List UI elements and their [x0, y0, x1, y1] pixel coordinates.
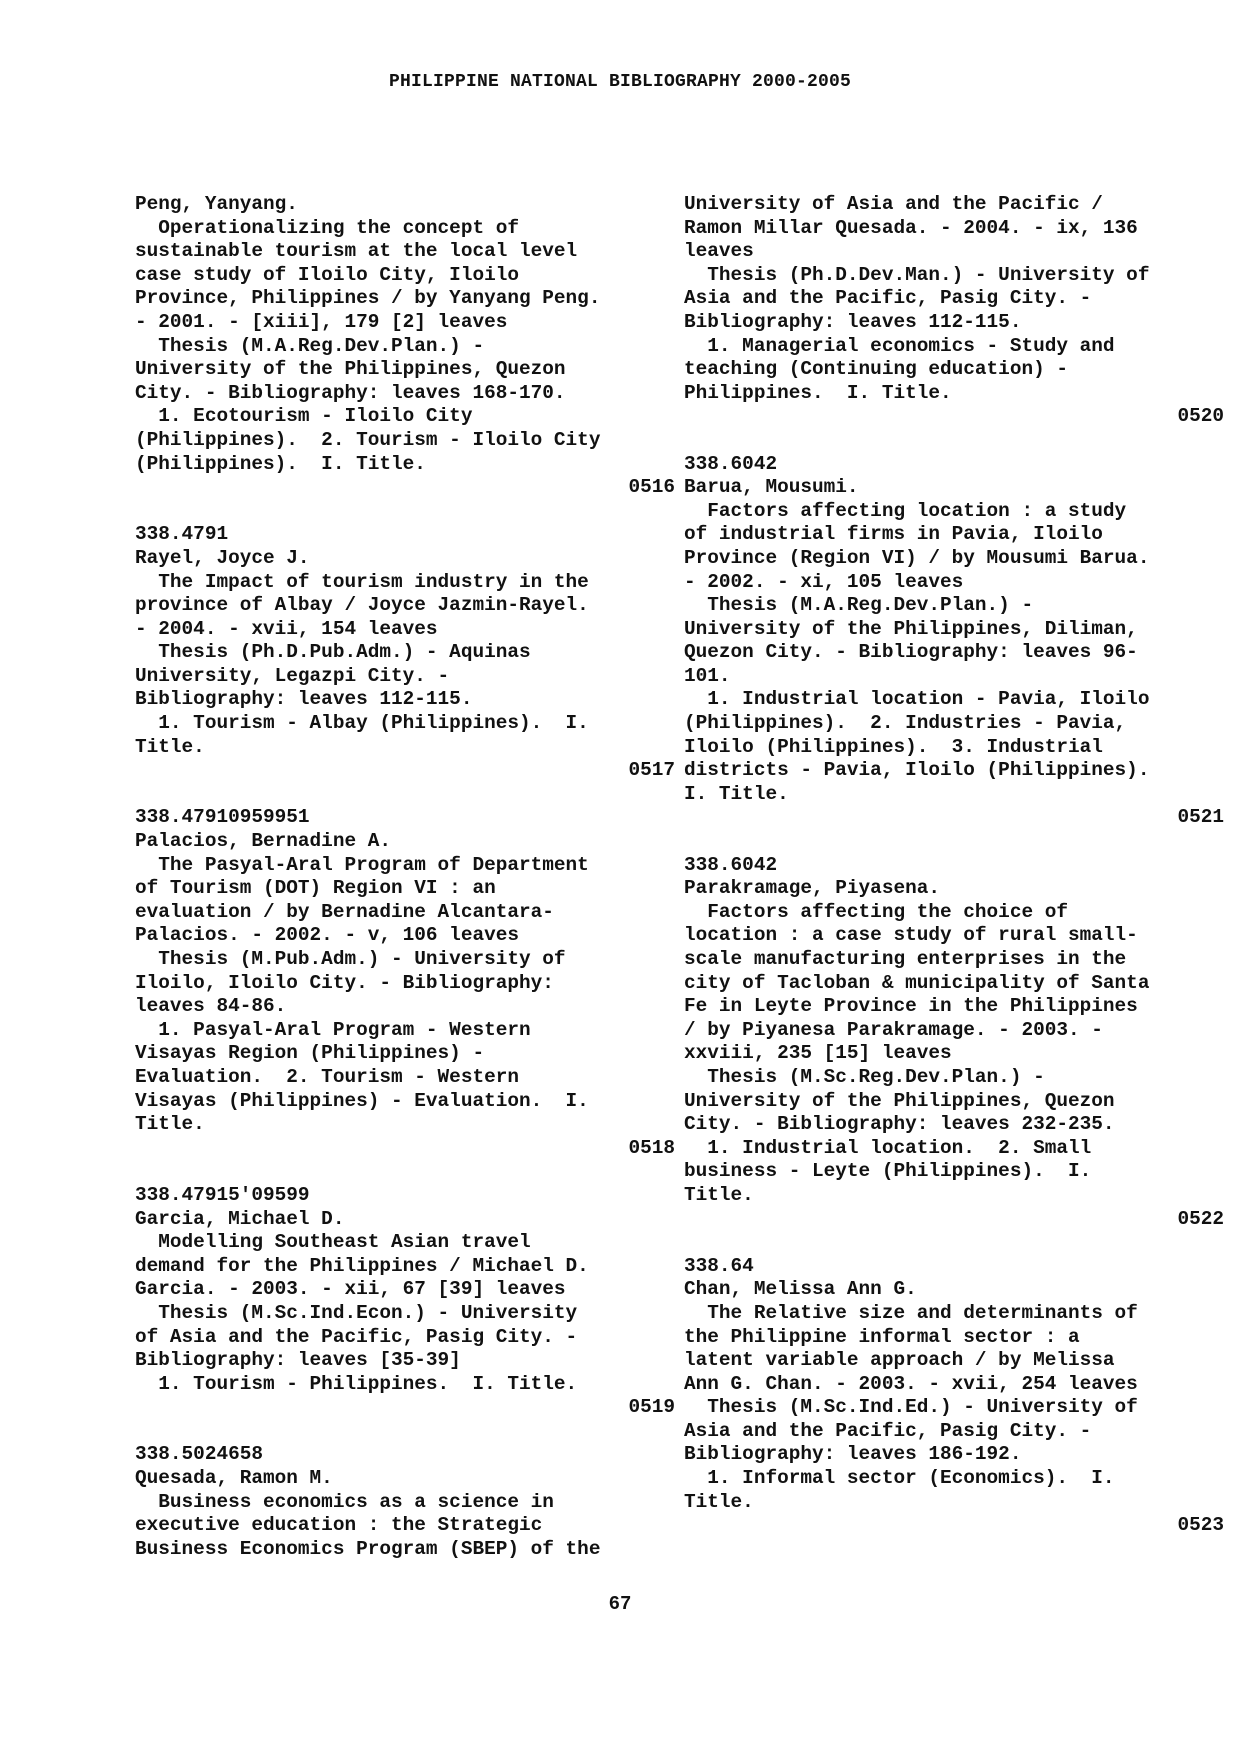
entry-line: evaluation / by Bernadine Alcantara-: [135, 900, 554, 923]
entry-line: 338.5024658: [135, 1443, 263, 1466]
entry-line: sustainable tourism at the local level: [135, 240, 578, 263]
entry-line: 338.6042: [684, 853, 778, 876]
entry-line: Philippines. I. Title.: [684, 381, 952, 404]
entry-line: Chan, Melissa Ann G.: [684, 1278, 917, 1301]
entry-line: 338.4791: [135, 523, 229, 546]
entry-line: [684, 830, 1224, 854]
entry-line: Factors affecting location : a study: [684, 499, 1127, 522]
entry-line: latent variable approach / by Melissa: [684, 1349, 1115, 1372]
right-column: [684, 193, 1224, 1538]
entry-line: Thesis (Ph.D.Dev.Man.) - University of: [684, 263, 1150, 286]
entry-line: / by Piyanesa Parakramage. - 2003. -: [684, 1018, 1103, 1041]
entry-line: - 2004. - xvii, 154 leaves: [135, 617, 438, 640]
entry-line: University, Legazpi City. -: [135, 664, 450, 687]
entry-line: [135, 500, 675, 524]
entry-line: Garcia, Michael D.: [135, 1207, 345, 1230]
entry-line: 1. Tourism - Philippines. I. Title.: [135, 1372, 578, 1395]
entry-line: Quezon City. - Bibliography: leaves 96-: [684, 641, 1138, 664]
entry-line: The Relative size and determinants of: [684, 1301, 1138, 1324]
entry-line: 1. Tourism - Albay (Philippines). I.: [135, 712, 589, 735]
entry-line: xxviii, 235 [15] leaves: [684, 1042, 952, 1065]
entry-line: Thesis (Ph.D.Pub.Adm.) - Aquinas: [135, 641, 531, 664]
entry-line: University of the Philippines, Quezon: [135, 358, 566, 381]
entry-line: province of Albay / Joyce Jazmin-Rayel.: [135, 594, 589, 617]
entry-line: executive education : the Strategic: [135, 1514, 543, 1537]
entry-line: leaves 84-86.: [135, 995, 287, 1018]
left-column: [135, 193, 675, 1561]
entry-line: Bibliography: leaves 112-115.: [684, 310, 1022, 333]
entry-line: Evaluation. 2. Tourism - Western: [135, 1065, 519, 1088]
entry-line: Business Economics Program (SBEP) of the: [135, 1537, 601, 1560]
entry-line: Thesis (M.Pub.Adm.) - University of: [135, 948, 566, 970]
entry-line: teaching (Continuing education) -: [684, 358, 1068, 381]
entry-line: Business economics as a science in: [135, 1490, 554, 1513]
entry-line: 1. Ecotourism - Iloilo City: [135, 405, 473, 428]
entry-number: 0516: [628, 476, 675, 499]
entry-line: [684, 1231, 1224, 1255]
entry-line: Asia and the Pacific, Pasig City. -: [684, 1419, 1092, 1442]
entry-line: 1. Managerial economics - Study and: [684, 334, 1115, 357]
entry-line: Palacios, Bernadine A.: [135, 830, 391, 853]
entry-line: Title.: [135, 1113, 205, 1136]
entry-line: Garcia. - 2003. - xii, 67 [39] leaves: [135, 1278, 566, 1301]
entry-line: City. - Bibliography: leaves 232-235.: [684, 1113, 1115, 1136]
entry-line: [135, 1160, 675, 1184]
entry-line: business - Leyte (Philippines). I.: [684, 1160, 1092, 1183]
entry-line: Peng, Yanyang.: [135, 193, 298, 215]
entry-line: Modelling Southeast Asian travel: [135, 1231, 531, 1254]
entry-line: 1. Industrial location - Pavia, Iloilo: [684, 688, 1150, 711]
entry-line: Parakramage, Piyasena.: [684, 877, 940, 900]
entry-line: case study of Iloilo City, Iloilo: [135, 263, 519, 286]
entry-line: Thesis (M.Sc.Ind.Ed.) - University of: [684, 1396, 1138, 1419]
entry-line: Ramon Millar Quesada. - 2004. - ix, 136: [684, 216, 1138, 239]
entry-line: Asia and the Pacific, Pasig City. -: [684, 287, 1092, 310]
entry-line: [135, 1420, 675, 1444]
entry-line: Visayas Region (Philippines) -: [135, 1042, 485, 1065]
entry-line: of Tourism (DOT) Region VI : an: [135, 877, 496, 900]
entry-line: City. - Bibliography: leaves 168-170.: [135, 381, 566, 404]
entry-line: 101.: [684, 664, 731, 687]
entry-line: (Philippines). 2. Tourism - Iloilo City: [135, 428, 601, 451]
entry-line: Title.: [684, 1490, 754, 1513]
entry-line: I. Title.: [684, 782, 789, 805]
entry-line: Thesis (M.A.Reg.Dev.Plan.) -: [684, 594, 1034, 617]
entry-line: 338.47915'09599: [135, 1183, 310, 1206]
entry-line: Bibliography: leaves 186-192.: [684, 1443, 1022, 1466]
entry-line: Quesada, Ramon M.: [135, 1467, 333, 1490]
entry-line: Iloilo (Philippines). 3. Industrial: [684, 735, 1103, 758]
entry-line: - 2001. - [xiii], 179 [2] leaves: [135, 310, 508, 333]
page-header: PHILIPPINE NATIONAL BIBLIOGRAPHY 2000-2005: [388, 72, 852, 92]
entry-number: 0519: [628, 1396, 675, 1419]
entry-line: 1. Pasyal-Aral Program - Western: [135, 1018, 531, 1041]
entry-line: 338.6042: [684, 452, 778, 475]
entry-line: Province (Region VI) / by Mousumi Barua.: [684, 546, 1150, 569]
entry-line: Iloilo, Iloilo City. - Bibliography:: [135, 971, 554, 994]
entry-line: Thesis (M.Sc.Reg.Dev.Plan.) -: [684, 1065, 1045, 1088]
entry-line: (Philippines). 2. Industries - Pavia,: [684, 712, 1127, 735]
entry-line: The Impact of tourism industry in the: [135, 570, 589, 593]
entry-line: University of the Philippines, Quezon: [684, 1089, 1115, 1112]
entry-line: The Pasyal-Aral Program of Department: [135, 853, 589, 876]
entry-line: scale manufacturing enterprises in the: [684, 948, 1127, 970]
entry-line: of industrial firms in Pavia, Iloilo: [684, 523, 1103, 546]
entry-line: Visayas (Philippines) - Evaluation. I.: [135, 1089, 589, 1112]
entry-line: Bibliography: leaves 112-115.: [135, 688, 473, 711]
entry-line: Rayel, Joyce J.: [135, 546, 310, 569]
entry-number: 0520: [1177, 405, 1224, 428]
entry-line: 338.47910959951: [135, 806, 310, 829]
entry-line: 1. Industrial location. 2. Small: [684, 1136, 1092, 1159]
entry-line: Factors affecting the choice of: [684, 900, 1068, 923]
entry-line: city of Tacloban & municipality of Santa: [684, 971, 1150, 994]
entry-line: of Asia and the Pacific, Pasig City. -: [135, 1325, 578, 1348]
entry-number: 0518: [628, 1136, 675, 1159]
entry-number: 0517: [628, 759, 675, 782]
entry-number: 0523: [1177, 1514, 1224, 1537]
entry-line: districts - Pavia, Iloilo (Philippines).: [684, 759, 1150, 782]
entry-line: Title.: [684, 1183, 754, 1206]
entry-line: the Philippine informal sector : a: [684, 1325, 1080, 1348]
entry-line: [684, 429, 1224, 453]
entry-line: [135, 783, 675, 807]
entry-line: 338.64: [684, 1254, 754, 1277]
entry-line: Title.: [135, 735, 205, 758]
entry-line: 1. Informal sector (Economics). I.: [684, 1467, 1115, 1490]
entry-line: Thesis (M.Sc.Ind.Econ.) - University: [135, 1301, 578, 1324]
entry-number: 0521: [1177, 806, 1224, 829]
entry-line: location : a case study of rural small-: [684, 924, 1138, 947]
entry-line: Palacios. - 2002. - v, 106 leaves: [135, 924, 519, 947]
page-number: 67: [608, 1593, 632, 1615]
entry-line: (Philippines). I. Title.: [135, 452, 426, 475]
entry-line: Operationalizing the concept of: [135, 216, 519, 239]
entry-line: Province, Philippines / by Yanyang Peng.: [135, 287, 601, 310]
entry-number: 0522: [1177, 1207, 1224, 1230]
entry-line: University of Asia and the Pacific /: [684, 193, 1103, 215]
entry-line: Fe in Leyte Province in the Philippines: [684, 995, 1138, 1018]
entry-line: leaves: [684, 240, 754, 263]
entry-line: Barua, Mousumi.: [684, 476, 859, 499]
entry-line: Ann G. Chan. - 2003. - xvii, 254 leaves: [684, 1372, 1138, 1395]
entry-line: Thesis (M.A.Reg.Dev.Plan.) -: [135, 334, 485, 357]
entry-line: - 2002. - xi, 105 leaves: [684, 570, 964, 593]
entry-line: Bibliography: leaves [35-39]: [135, 1349, 461, 1372]
entry-line: demand for the Philippines / Michael D.: [135, 1254, 589, 1277]
entry-line: University of the Philippines, Diliman,: [684, 617, 1138, 640]
